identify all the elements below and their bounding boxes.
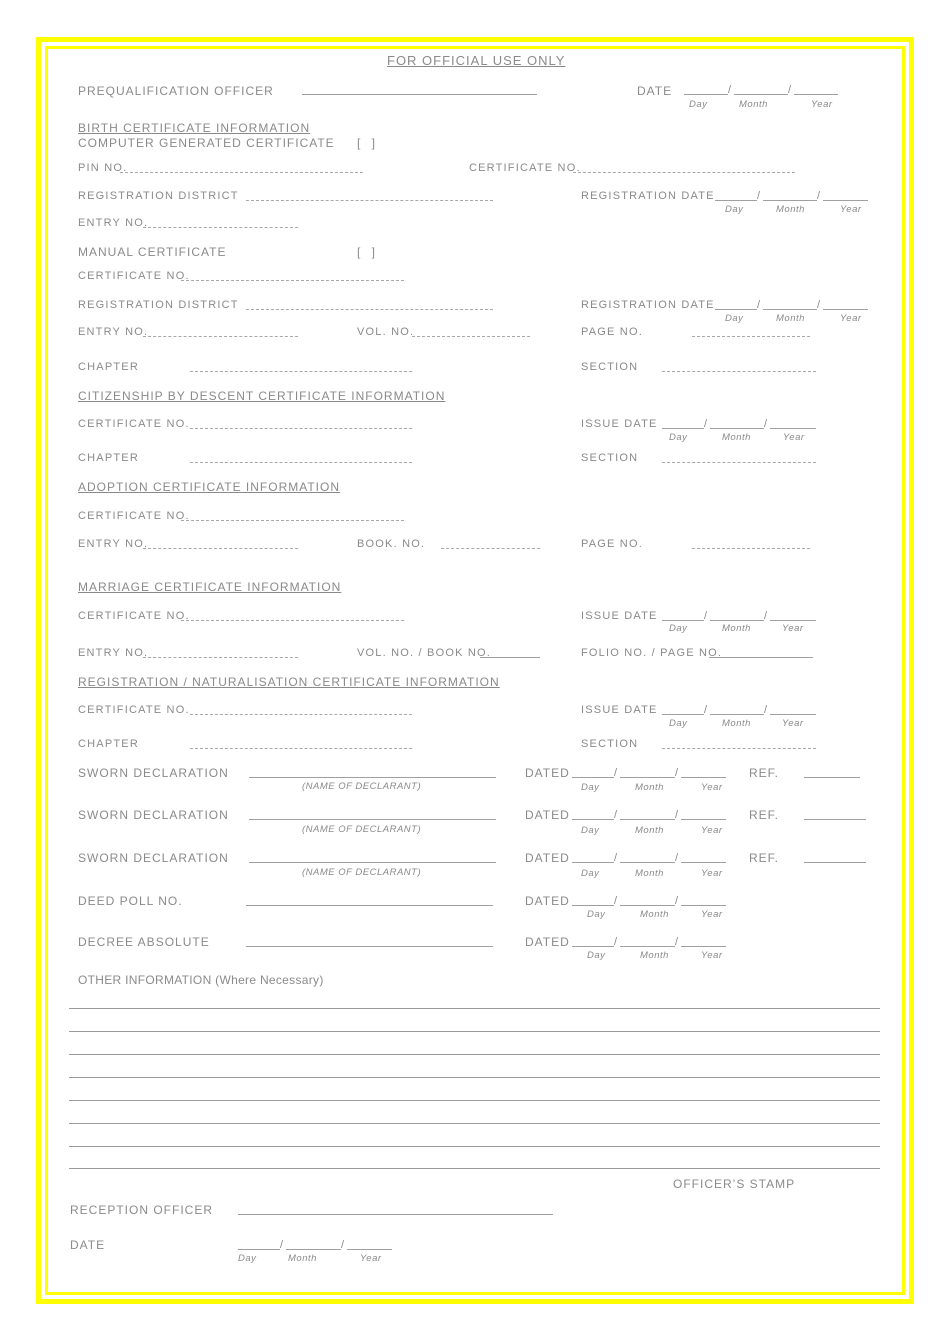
folio-page-no-label: FOLIO NO. / PAGE NO.	[581, 647, 723, 659]
naturalisation-certificate-no-field[interactable]	[190, 714, 412, 715]
computer-generated-label: COMPUTER GENERATED CERTIFICATE	[78, 136, 335, 150]
other-info-line-7[interactable]	[69, 1146, 880, 1147]
decree-absolute-label: DECREE ABSOLUTE	[78, 935, 210, 949]
other-info-line-1[interactable]	[69, 1008, 880, 1009]
day-caption: Day	[669, 718, 688, 729]
date-slash: /	[614, 809, 618, 821]
manual-registration-district-label: REGISTRATION DISTRICT	[78, 299, 239, 311]
vol-book-no-label: VOL. NO. / BOOK NO.	[357, 647, 492, 659]
year-caption: Year	[701, 825, 723, 836]
marriage-certificate-no-label: CERTIFICATE NO.	[78, 610, 190, 622]
date-slash: /	[764, 704, 768, 716]
sworn-declaration-3-ref-label: REF.	[749, 851, 780, 865]
deed-poll-date-year-field[interactable]	[681, 905, 726, 906]
folio-page-no-field[interactable]	[709, 657, 813, 658]
year-caption: Year	[701, 782, 723, 793]
sworn-declaration-2-ref-label: REF.	[749, 808, 780, 822]
month-caption: Month	[288, 1253, 317, 1264]
decree-date-month-field[interactable]	[620, 946, 675, 947]
month-caption: Month	[722, 432, 751, 443]
date-slash: /	[788, 84, 792, 96]
naturalisation-chapter-field[interactable]	[190, 748, 412, 749]
prequal-date-year-field[interactable]	[794, 94, 838, 95]
date-slash: /	[728, 84, 732, 96]
deed-poll-label: DEED POLL NO.	[78, 894, 183, 908]
descent-chapter-label: CHAPTER	[78, 452, 139, 464]
manual-certificate-label: MANUAL CERTIFICATE	[78, 245, 227, 259]
other-info-line-6[interactable]	[69, 1123, 880, 1124]
year-caption: Year	[360, 1253, 382, 1264]
date-slash: /	[675, 852, 679, 864]
sworn-1-date-month-field[interactable]	[620, 777, 675, 778]
sworn-declaration-1-label: SWORN DECLARATION	[78, 766, 229, 780]
month-caption: Month	[640, 909, 669, 920]
declarant-hint: (NAME OF DECLARANT)	[302, 824, 422, 835]
sworn-2-date-day-field[interactable]	[572, 819, 614, 820]
decree-absolute-dated-label: DATED	[525, 935, 570, 949]
naturalisation-section-field[interactable]	[662, 748, 816, 749]
prequal-date-day-field[interactable]	[684, 94, 728, 95]
adoption-certificate-no-field[interactable]	[181, 520, 404, 521]
adoption-certificate-no-label: CERTIFICATE NO.	[78, 510, 190, 522]
descent-certificate-no-field[interactable]	[190, 428, 412, 429]
sworn-declaration-2-ref-field[interactable]	[804, 819, 866, 820]
manual-registration-date-label: REGISTRATION DATE	[581, 299, 715, 311]
month-caption: Month	[722, 623, 751, 634]
birth-page-no-field[interactable]	[692, 336, 810, 337]
deed-poll-dated-label: DATED	[525, 894, 570, 908]
manual-entry-no-field[interactable]	[143, 336, 298, 337]
naturalisation-issue-date-label: ISSUE DATE	[581, 704, 658, 716]
day-caption: Day	[581, 825, 600, 836]
prequal-officer-label: PREQUALIFICATION OFFICER	[78, 84, 274, 98]
date-slash: /	[675, 936, 679, 948]
birth-section-field[interactable]	[662, 371, 816, 372]
sworn-declaration-1-dated-label: DATED	[525, 766, 570, 780]
month-caption: Month	[635, 782, 664, 793]
descent-section-label: SECTION	[581, 452, 639, 464]
registration-district-field[interactable]	[246, 200, 493, 201]
marriage-entry-no-label: ENTRY NO.	[78, 647, 149, 659]
day-caption: Day	[669, 432, 688, 443]
deed-poll-date-day-field[interactable]	[572, 905, 614, 906]
naturalisation-certificate-no-label: CERTIFICATE NO.	[78, 704, 190, 716]
descent-chapter-field[interactable]	[190, 462, 412, 463]
adoption-entry-no-field[interactable]	[143, 548, 298, 549]
naturalisation-issue-date-day-field[interactable]	[662, 714, 704, 715]
date-slash: /	[817, 190, 821, 202]
reception-date-day-field[interactable]	[238, 1249, 280, 1250]
year-caption: Year	[782, 623, 804, 634]
date-slash: /	[764, 418, 768, 430]
declarant-hint: (NAME OF DECLARANT)	[302, 867, 422, 878]
adoption-page-no-field[interactable]	[692, 548, 810, 549]
descent-section-field[interactable]	[662, 462, 816, 463]
descent-issue-date-label: ISSUE DATE	[581, 418, 658, 430]
sworn-declaration-1-ref-field[interactable]	[804, 777, 860, 778]
sworn-2-date-year-field[interactable]	[681, 819, 726, 820]
deed-poll-date-month-field[interactable]	[620, 905, 675, 906]
declarant-hint: (NAME OF DECLARANT)	[302, 781, 422, 792]
marriage-entry-no-field[interactable]	[143, 657, 298, 658]
vol-book-no-field[interactable]	[480, 657, 540, 658]
deed-poll-field[interactable]	[246, 905, 493, 906]
prequal-date-label: DATE	[637, 84, 673, 98]
pin-no-field[interactable]	[120, 172, 363, 173]
book-no-label: BOOK. NO.	[357, 538, 426, 550]
year-caption: Year	[782, 718, 804, 729]
day-caption: Day	[587, 909, 606, 920]
descent-issue-date-month-field[interactable]	[710, 428, 764, 429]
vol-no-label: VOL. NO.	[357, 326, 415, 338]
manual-entry-no-label: ENTRY NO.	[78, 326, 149, 338]
marriage-heading: MARRIAGE CERTIFICATE INFORMATION	[78, 580, 342, 594]
reception-date-label: DATE	[70, 1238, 106, 1252]
marriage-issue-date-month-field[interactable]	[710, 620, 764, 621]
adoption-heading: ADOPTION CERTIFICATE INFORMATION	[78, 480, 341, 494]
birth-certificate-no-label: CERTIFICATE NO.	[469, 162, 581, 174]
registration-date-label: REGISTRATION DATE	[581, 190, 715, 202]
sworn-declaration-3-label: SWORN DECLARATION	[78, 851, 229, 865]
other-info-line-4[interactable]	[69, 1077, 880, 1078]
date-slash: /	[817, 299, 821, 311]
birth-certificate-no-field[interactable]	[573, 172, 795, 173]
form-title: FOR OFFICIAL USE ONLY	[387, 53, 566, 68]
sworn-declaration-3-ref-field[interactable]	[804, 862, 866, 863]
prequal-officer-field[interactable]	[302, 94, 537, 95]
sworn-1-date-day-field[interactable]	[572, 777, 614, 778]
manual-registration-date-day-field[interactable]	[715, 309, 757, 310]
naturalisation-chapter-label: CHAPTER	[78, 738, 139, 750]
other-info-line-5[interactable]	[69, 1100, 880, 1101]
sworn-declaration-2-label: SWORN DECLARATION	[78, 808, 229, 822]
registration-date-year-field[interactable]	[823, 200, 868, 201]
birth-heading: BIRTH CERTIFICATE INFORMATION	[78, 121, 311, 135]
other-info-line-2[interactable]	[69, 1031, 880, 1032]
month-caption: Month	[640, 950, 669, 961]
manual-registration-district-field[interactable]	[246, 309, 493, 310]
reception-officer-label: RECEPTION OFFICER	[70, 1203, 214, 1217]
date-slash: /	[341, 1239, 345, 1251]
date-slash: /	[614, 936, 618, 948]
month-caption: Month	[635, 868, 664, 879]
registration-date-day-field[interactable]	[715, 200, 757, 201]
date-slash: /	[764, 610, 768, 622]
date-slash: /	[704, 418, 708, 430]
date-slash: /	[675, 809, 679, 821]
month-caption: Month	[776, 313, 805, 324]
year-caption: Year	[840, 204, 862, 215]
month-caption: Month	[635, 825, 664, 836]
descent-certificate-no-label: CERTIFICATE NO.	[78, 418, 190, 430]
reception-date-year-field[interactable]	[347, 1249, 392, 1250]
date-slash: /	[614, 767, 618, 779]
manual-certificate-checkbox[interactable]: [ ]	[357, 245, 380, 259]
year-caption: Year	[811, 99, 833, 110]
day-caption: Day	[238, 1253, 257, 1264]
decree-absolute-field[interactable]	[246, 946, 493, 947]
reception-officer-field[interactable]	[238, 1214, 553, 1215]
adoption-page-no-label: PAGE NO.	[581, 538, 643, 550]
naturalisation-section-label: SECTION	[581, 738, 639, 750]
officers-stamp-label: OFFICER’S STAMP	[673, 1177, 796, 1191]
date-slash: /	[280, 1239, 284, 1251]
other-info-line-8[interactable]	[69, 1168, 880, 1169]
birth-section-label: SECTION	[581, 361, 639, 373]
sworn-3-date-month-field[interactable]	[620, 862, 675, 863]
sworn-declaration-3-dated-label: DATED	[525, 851, 570, 865]
manual-certificate-no-field[interactable]	[181, 280, 404, 281]
birth-chapter-label: CHAPTER	[78, 361, 139, 373]
sworn-declaration-2-name-field[interactable]	[249, 819, 496, 820]
day-caption: Day	[725, 204, 744, 215]
month-caption: Month	[722, 718, 751, 729]
sworn-1-date-year-field[interactable]	[681, 777, 726, 778]
day-caption: Day	[669, 623, 688, 634]
prequal-date-month-field[interactable]	[734, 94, 788, 95]
sworn-declaration-2-dated-label: DATED	[525, 808, 570, 822]
birth-chapter-field[interactable]	[190, 371, 412, 372]
reception-date-month-field[interactable]	[286, 1249, 341, 1250]
registration-district-label: REGISTRATION DISTRICT	[78, 190, 239, 202]
marriage-issue-date-label: ISSUE DATE	[581, 610, 658, 622]
book-no-field[interactable]	[441, 548, 540, 549]
day-caption: Day	[581, 868, 600, 879]
naturalisation-heading: REGISTRATION / NATURALISATION CERTIFICATE INFORMATION	[78, 675, 500, 689]
descent-issue-date-year-field[interactable]	[770, 428, 816, 429]
year-caption: Year	[701, 909, 723, 920]
sworn-declaration-1-ref-label: REF.	[749, 766, 780, 780]
year-caption: Year	[701, 950, 723, 961]
computer-generated-checkbox[interactable]: [ ]	[357, 136, 380, 150]
descent-issue-date-day-field[interactable]	[662, 428, 704, 429]
marriage-certificate-no-field[interactable]	[181, 620, 404, 621]
other-information-label: OTHER INFORMATION (Where Necessary)	[78, 973, 324, 987]
day-caption: Day	[689, 99, 708, 110]
registration-date-month-field[interactable]	[763, 200, 817, 201]
year-caption: Year	[701, 868, 723, 879]
date-slash: /	[675, 895, 679, 907]
vol-no-field[interactable]	[412, 336, 530, 337]
sworn-2-date-month-field[interactable]	[620, 819, 675, 820]
sworn-declaration-3-name-field[interactable]	[249, 862, 496, 863]
form-paper	[48, 49, 902, 1292]
decree-date-day-field[interactable]	[572, 946, 614, 947]
sworn-3-date-year-field[interactable]	[681, 862, 726, 863]
date-slash: /	[757, 299, 761, 311]
naturalisation-issue-date-month-field[interactable]	[710, 714, 764, 715]
pin-no-label: PIN NO.	[78, 162, 128, 174]
descent-heading: CITIZENSHIP BY DESCENT CERTIFICATE INFORMATION	[78, 389, 446, 403]
birth-page-no-label: PAGE NO.	[581, 326, 643, 338]
date-slash: /	[704, 610, 708, 622]
marriage-issue-date-day-field[interactable]	[662, 620, 704, 621]
year-caption: Year	[783, 432, 805, 443]
entry-no-label: ENTRY NO.	[78, 217, 149, 229]
decree-date-year-field[interactable]	[681, 946, 726, 947]
day-caption: Day	[587, 950, 606, 961]
sworn-declaration-1-name-field[interactable]	[249, 777, 496, 778]
naturalisation-issue-date-year-field[interactable]	[770, 714, 816, 715]
date-slash: /	[704, 704, 708, 716]
month-caption: Month	[776, 204, 805, 215]
date-slash: /	[757, 190, 761, 202]
date-slash: /	[675, 767, 679, 779]
other-info-line-3[interactable]	[69, 1054, 880, 1055]
date-slash: /	[614, 895, 618, 907]
entry-no-field[interactable]	[143, 227, 298, 228]
sworn-3-date-day-field[interactable]	[572, 862, 614, 863]
adoption-entry-no-label: ENTRY NO.	[78, 538, 149, 550]
manual-certificate-no-label: CERTIFICATE NO.	[78, 270, 190, 282]
manual-registration-date-month-field[interactable]	[763, 309, 817, 310]
marriage-issue-date-year-field[interactable]	[770, 620, 816, 621]
date-slash: /	[614, 852, 618, 864]
day-caption: Day	[725, 313, 744, 324]
month-caption: Month	[739, 99, 768, 110]
day-caption: Day	[581, 782, 600, 793]
year-caption: Year	[840, 313, 862, 324]
manual-registration-date-year-field[interactable]	[823, 309, 868, 310]
